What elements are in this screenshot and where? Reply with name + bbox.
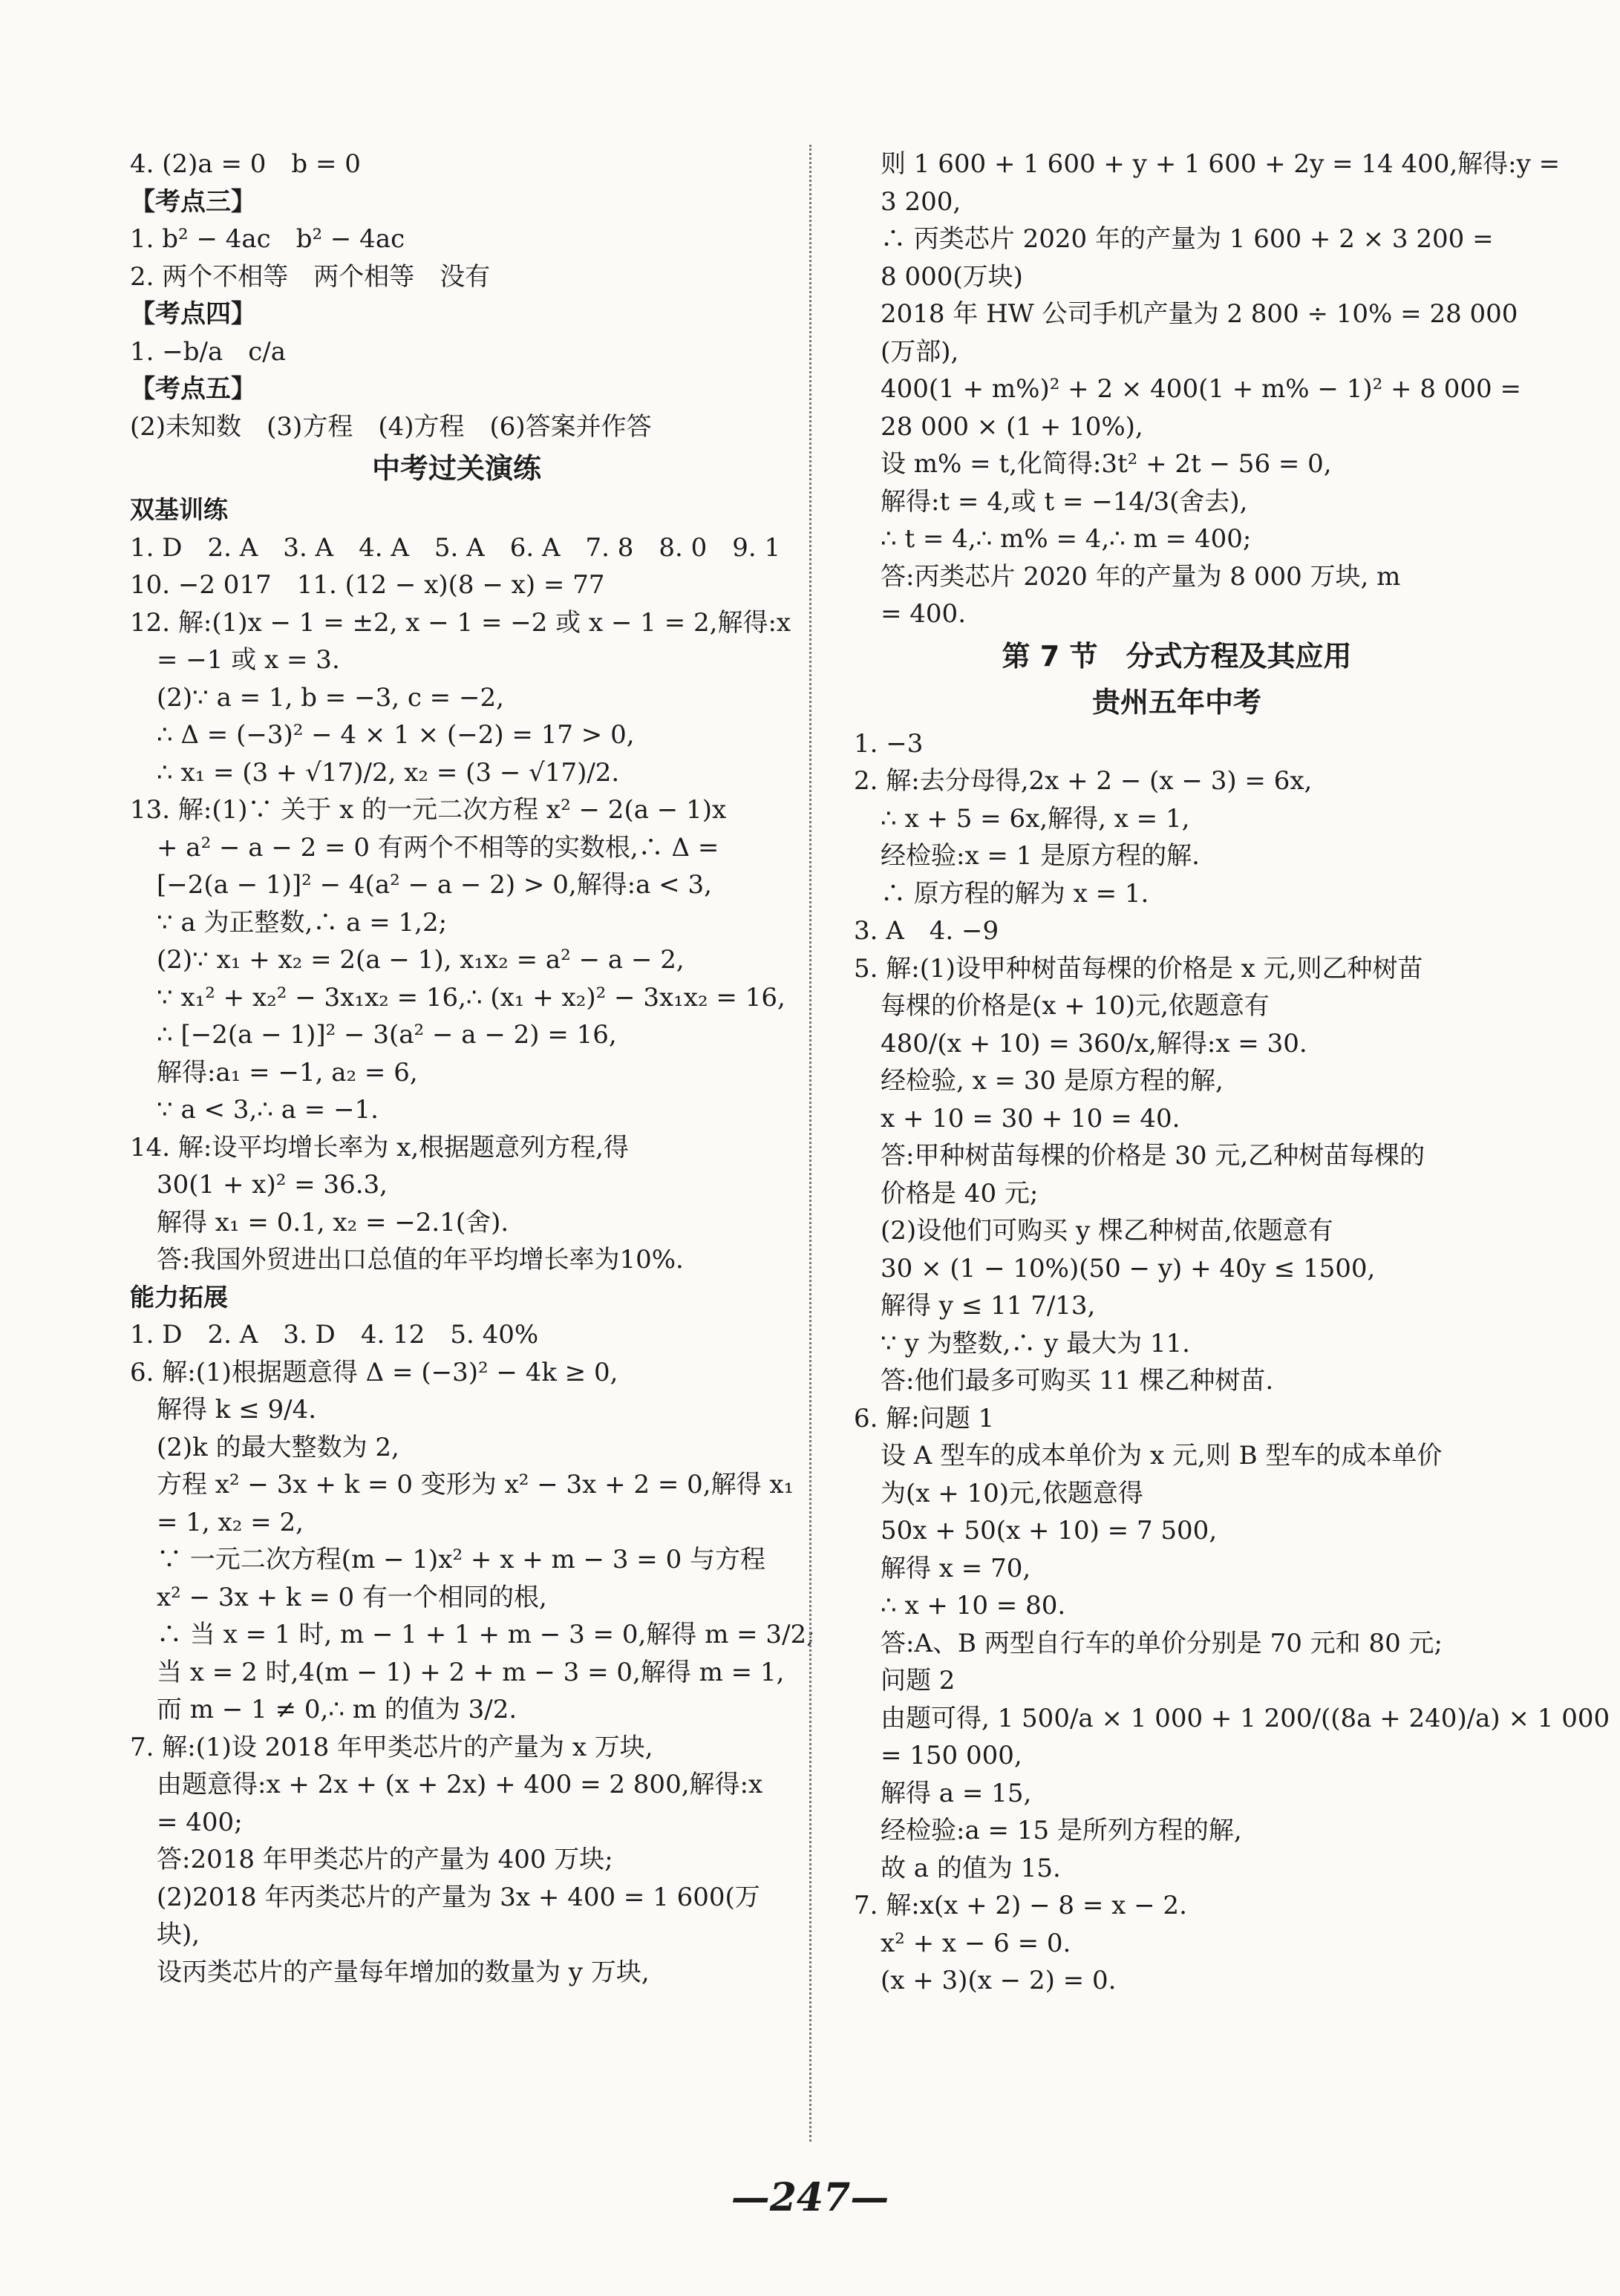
text-line: 2. 解:去分母得,2x + 2 − (x − 3) = 6x,	[854, 766, 1313, 796]
text-line: 12. 解:(1)x − 1 = ±2, x − 1 = −2 或 x − 1 = 2,解得:x	[130, 607, 791, 638]
text-line: 解得 k ≤ 9/4.	[157, 1395, 317, 1425]
text-line: 28 000 × (1 + 10%),	[881, 411, 1143, 442]
text-line: 每棵的价格是(x + 10)元,依题意有	[881, 991, 1270, 1021]
subsection-title: 【考点四】	[130, 299, 256, 329]
text-line: [−2(a − 1)]² − 4(a² − a − 2) > 0,解得:a < 3,	[157, 870, 712, 900]
text-line: 经检验:a = 15 是所列方程的解,	[881, 1816, 1242, 1845]
text-line: (x + 3)(x − 2) = 0.	[881, 1966, 1117, 1995]
text-line: 7. 解:x(x + 2) − 8 = x − 2.	[854, 1891, 1187, 1920]
text-line: 答:甲种树苗每棵的价格是 30 元,乙种树苗每棵的	[881, 1141, 1425, 1171]
text-line: 问题 2	[881, 1666, 956, 1695]
text-line: 解得 x = 70,	[881, 1553, 1031, 1583]
text-line: 为(x + 10)元,依题意得	[881, 1478, 1143, 1508]
text-line: 设 A 型车的成本单价为 x 元,则 B 型车的成本单价	[881, 1441, 1443, 1471]
text-line: 答:他们最多可购买 11 棵乙种树苗.	[881, 1366, 1274, 1396]
text-line: (2)未知数 (3)方程 (4)方程 (6)答案并作答	[130, 411, 652, 442]
text-line: 而 m − 1 ≠ 0,∴ m 的值为 3/2.	[157, 1695, 517, 1724]
text-line: ∴ Δ = (−3)² − 4 × 1 × (−2) = 17 > 0,	[157, 720, 635, 750]
text-line: ∴ t = 4,∴ m% = 4,∴ m = 400;	[881, 524, 1252, 554]
subsection-title: 双基训练	[130, 495, 228, 524]
text-line: 价格是 40 元;	[881, 1178, 1039, 1208]
text-line: 1. D 2. A 3. A 4. A 5. A 6. A 7. 8 8. 0 9. 1	[130, 532, 781, 563]
section-heading: 贵州五年中考	[1091, 685, 1261, 719]
text-line: x + 10 = 30 + 10 = 40.	[881, 1103, 1180, 1134]
text-line: 解得 a = 15,	[881, 1778, 1032, 1808]
text-line: 解得:a₁ = −1, a₂ = 6,	[157, 1057, 418, 1088]
subsection-title: 能力拓展	[130, 1282, 228, 1312]
text-line: 故 a 的值为 15.	[881, 1853, 1061, 1883]
text-line: ∵ x₁² + x₂² − 3x₁x₂ = 16,∴ (x₁ + x₂)² − 3x₁x₂ = 16,	[157, 982, 785, 1013]
text-line: ∵ a < 3,∴ a = −1.	[157, 1095, 379, 1125]
text-line: 480/(x + 10) = 360/x,解得:x = 30.	[881, 1028, 1307, 1059]
text-line: 6. 解:问题 1	[854, 1403, 995, 1433]
text-line: 2018 年 HW 公司手机产量为 2 800 ÷ 10% = 28 000	[881, 299, 1518, 329]
right-column	[854, 145, 1610, 2000]
text-line: 答:2018 年甲类芯片的产量为 400 万块;	[157, 1845, 613, 1874]
text-line: 1. −b/a c/a	[130, 336, 286, 367]
text-line: = −1 或 x = 3.	[157, 645, 340, 675]
text-line: 则 1 600 + 1 600 + y + 1 600 + 2y = 14 400,解得:y =	[881, 149, 1561, 179]
text-line: 设丙类芯片的产量每年增加的数量为 y 万块,	[157, 1957, 650, 1987]
text-line: 由题可得, 1 500/a × 1 000 + 1 200/((8a + 240)/a) × 1 000	[881, 1703, 1610, 1733]
text-line: = 400.	[881, 599, 966, 629]
text-line: 经检验:x = 1 是原方程的解.	[881, 841, 1200, 871]
text-line: 1. D 2. A 3. D 4. 12 5. 40%	[130, 1320, 539, 1350]
text-line: (万部),	[881, 336, 959, 367]
text-line: 7. 解:(1)设 2018 年甲类芯片的产量为 x 万块,	[130, 1732, 653, 1762]
text-line: 13. 解:(1)∵ 关于 x 的一元二次方程 x² − 2(a − 1)x	[130, 795, 727, 825]
text-line: (2)∵ a = 1, b = −3, c = −2,	[157, 682, 504, 713]
text-line: 5. 解:(1)设甲种树苗每棵的价格是 x 元,则乙种树苗	[854, 953, 1423, 984]
text-line: 块),	[157, 1920, 200, 1949]
text-line: 2. 两个不相等 两个相等 没有	[130, 261, 491, 292]
text-line: 方程 x² − 3x + k = 0 变形为 x² − 3x + 2 = 0,解得 x₁	[157, 1470, 794, 1499]
section-heading: 中考过关演练	[371, 452, 541, 485]
text-line: = 150 000,	[881, 1741, 1022, 1770]
text-line: x² − 3x + k = 0 有一个相同的根,	[157, 1582, 547, 1612]
text-line: 6. 解:(1)根据题意得 Δ = (−3)² − 4k ≥ 0,	[130, 1357, 618, 1387]
text-line: 经检验, x = 30 是原方程的解,	[881, 1066, 1224, 1096]
text-line: ∵ a 为正整数,∴ a = 1,2;	[157, 907, 448, 938]
text-line: ∴ 丙类芯片 2020 年的产量为 1 600 + 2 × 3 200 =	[881, 224, 1494, 254]
text-line: 由题意得:x + 2x + (x + 2x) + 400 = 2 800,解得:x	[157, 1770, 763, 1799]
text-line: ∴ [−2(a − 1)]² − 3(a² − a − 2) = 16,	[157, 1020, 617, 1050]
text-line: ∴ 当 x = 1 时, m − 1 + 1 + m − 3 = 0,解得 m = 3/2;	[157, 1620, 815, 1649]
subsection-title: 【考点三】	[130, 186, 256, 217]
text-line: 400(1 + m%)² + 2 × 400(1 + m% − 1)² + 8 000 =	[881, 374, 1521, 404]
text-line: 当 x = 2 时,4(m − 1) + 2 + m − 3 = 0,解得 m = 1,	[157, 1657, 785, 1687]
text-line: (2)2018 年丙类芯片的产量为 3x + 400 = 1 600(万	[157, 1882, 760, 1912]
text-line: ∴ x₁ = (3 + √17)/2, x₂ = (3 − √17)/2.	[157, 757, 620, 788]
text-line: 50x + 50(x + 10) = 7 500,	[881, 1516, 1218, 1546]
text-line: 设 m% = t,化简得:3t² + 2t − 56 = 0,	[881, 449, 1332, 479]
page-number: —247—	[731, 2175, 889, 2220]
text-line: 答:A、B 两型自行车的单价分别是 70 元和 80 元;	[881, 1628, 1443, 1658]
text-line: 答:我国外贸进出口总值的年平均增长率为10%.	[157, 1245, 684, 1275]
text-line: (2)k 的最大整数为 2,	[157, 1432, 399, 1462]
text-line: 1. −3	[854, 728, 924, 759]
text-line: 3. A 4. −9	[854, 916, 999, 946]
text-line: 3 200,	[881, 186, 961, 217]
text-line: 14. 解:设平均增长率为 x,根据题意列方程,得	[130, 1132, 629, 1162]
text-line: (2)∵ x₁ + x₂ = 2(a − 1), x₁x₂ = a² − a − 2,	[157, 945, 685, 975]
text-line: x² + x − 6 = 0.	[881, 1928, 1071, 1958]
text-line: 10. −2 017 11. (12 − x)(8 − x) = 77	[130, 570, 605, 600]
text-line: 30(1 + x)² = 36.3,	[157, 1170, 388, 1200]
text-line: 解得 y ≤ 11 7/13,	[881, 1291, 1096, 1321]
subsection-title: 【考点五】	[130, 374, 256, 404]
text-line: ∴ 原方程的解为 x = 1.	[881, 878, 1149, 909]
text-line: ∵ y 为整数,∴ y 最大为 11.	[881, 1328, 1190, 1358]
text-line: 4. (2)a = 0 b = 0	[130, 149, 361, 179]
text-line: = 400;	[157, 1807, 243, 1837]
text-line: 解得:t = 4,或 t = −14/3(舍去),	[881, 486, 1248, 517]
section-heading: 第 7 节 分式方程及其应用	[1002, 639, 1352, 673]
text-line: ∵ 一元二次方程(m − 1)x² + x + m − 3 = 0 与方程	[157, 1545, 766, 1574]
text-line: ∴ x + 5 = 6x,解得, x = 1,	[881, 803, 1190, 834]
text-line: + a² − a − 2 = 0 有两个不相等的实数根,∴ Δ =	[157, 832, 719, 863]
text-line: (2)设他们可购买 y 棵乙种树苗,依题意有	[881, 1216, 1333, 1246]
text-line: 解得 x₁ = 0.1, x₂ = −2.1(舍).	[157, 1207, 509, 1237]
text-line: 8 000(万块)	[881, 261, 1023, 292]
text-line: 答:丙类芯片 2020 年的产量为 8 000 万块, m	[881, 561, 1401, 592]
text-line: ∴ x + 10 = 80.	[881, 1591, 1066, 1620]
text-line: 1. b² − 4ac b² − 4ac	[130, 224, 405, 254]
text-line: = 1, x₂ = 2,	[157, 1507, 304, 1537]
column-divider	[809, 145, 811, 2142]
left-column	[130, 145, 815, 1991]
text-line: 30 × (1 − 10%)(50 − y) + 40y ≤ 1500,	[881, 1253, 1376, 1283]
